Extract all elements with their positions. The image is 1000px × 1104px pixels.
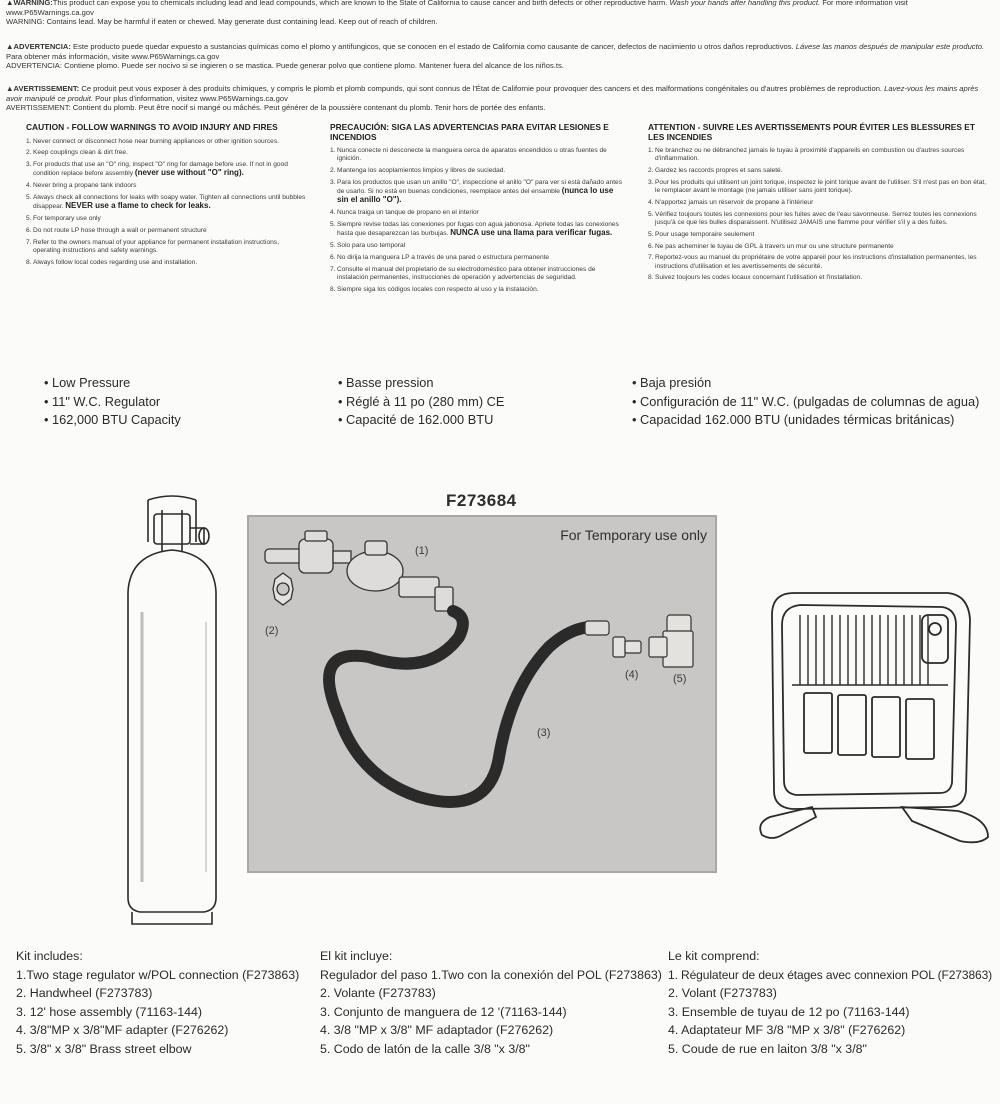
caution-item-number: 1. — [648, 147, 654, 155]
caution-item — [26, 239, 306, 255]
street-elbow-icon — [649, 615, 693, 667]
caution-item-text: Gardez les raccords propres et sans saleté. — [655, 167, 783, 175]
kit-item: 4. 3/8"MP x 3/8"MF adapter (F276262) — [16, 1023, 229, 1038]
warning-en-text: This product can expose you to chemicals including lead and lead compounds, which are known to the State of California to cause cancer and birth defects or other reproductive harm. — [52, 0, 668, 7]
caution-item-number: 3. — [330, 178, 336, 186]
warning-en-more: For more information visit www.P65Warnings.ca.gov — [6, 0, 908, 17]
kit-item: 3. 12' hose assembly (71163-144) — [16, 1004, 203, 1019]
caution-item-text: Consulte el manual del propietario de su electrodoméstico para obtener instrucciones de instalación permanentes, instrucciones de operación y advertencias de seguridad. — [337, 265, 596, 281]
caution-item-number: 1. — [26, 137, 32, 145]
caution-es — [330, 123, 622, 297]
caution-item-text: Nunca traiga un tanque de propano en el interior — [337, 209, 479, 217]
kit-item: 5. 3/8" x 3/8" Brass street elbow — [16, 1041, 192, 1056]
callout-5: (5) — [673, 673, 687, 685]
caution-item — [330, 286, 622, 294]
warning-es-italic: Lávese las manos después de manipular este producto. — [795, 42, 985, 51]
caution-item-text: Refer to the owners manual of your appliance for permanent installation instructions, operating instructions and safety warnings. — [33, 238, 279, 254]
product-code: F273684 — [446, 491, 517, 510]
caution-item-number: 8. — [648, 274, 654, 282]
adapter-icon — [613, 637, 641, 657]
caution-item — [330, 242, 622, 250]
kit-fr-title: Le kit comprend: — [668, 949, 760, 963]
caution-item-number: 8. — [26, 258, 32, 266]
callout-4: (4) — [625, 669, 639, 681]
kit-item: 2. Volant (F273783) — [668, 986, 777, 1001]
caution-item-number: 5. — [330, 241, 336, 249]
product-photo — [247, 515, 717, 873]
caution-item-text: Mantenga los acoplamientos limpios y libres de suciedad. — [337, 167, 506, 175]
warning-fr-label: AVERTISSEMENT: — [13, 84, 80, 93]
caution-fr — [648, 123, 988, 286]
warning-es-more: Para obtener más información, visite www.P65Warnings.ca.gov — [6, 51, 220, 61]
caution-item-number: 1. — [330, 147, 336, 155]
feature-item: • Capacidad 162.000 BTU (unidades térmicas británicas) — [632, 411, 979, 430]
caution-item — [26, 194, 306, 211]
feature-item: • 11" W.C. Regulator — [44, 393, 181, 412]
warning-en-line2: WARNING: Contains lead. May be harmful if eaten or chewed. May generate dust containing lead. Keep out of reach of children. — [6, 17, 438, 27]
caution-item-text: Pour les produits qui utilisent un joint torique, inspectez le joint torique avant de l'utiliser. S'il n'est pas en bon état, le remplacer avant le montage (ne jamais utiliser sans joint torique). — [655, 178, 987, 195]
hose-icon — [329, 611, 589, 802]
caution-item — [648, 274, 988, 282]
caution-item-text: Vérifiez toujours toutes les connexions pour les fuites avec de l'eau savonneuse. Serrez toutes les connexions jusqu'à ce que les bulles disparaissent. N'utilisez JAMAIS une flamme pour vérifier s'il y a des fuites. — [655, 210, 977, 226]
caution-item-number: 4. — [648, 198, 654, 206]
caution-item-number: 5. — [26, 193, 32, 201]
kit-parts-drawing — [249, 517, 715, 871]
caution-item — [330, 147, 622, 163]
feature-item: • Capacité de 162.000 BTU — [338, 411, 504, 430]
feature-item: • Basse pression — [338, 374, 504, 393]
feature-item: • Low Pressure — [44, 374, 181, 393]
warning-fr-text: Ce produit peut vous exposer à des produits chimiques, y compris le plomb et plomb compunds, qui sont connus de l'État de Californie pour provoquer des cancers et des malformations congénitales ou d'autres problèmes de reproduction. — [81, 84, 883, 93]
kit-item: 1. Régulateur de deux étages avec connexion POL (F273863) — [668, 967, 993, 982]
kit-es — [320, 947, 662, 1059]
kit-item: 1.Two stage regulator w/POL connection (F273863) — [16, 967, 300, 982]
kit-item: 5. Coude de rue en laiton 3/8 "x 3/8" — [668, 1041, 867, 1056]
caution-item-text: No dirija la manguera LP a través de una pared o estructura permanente — [337, 253, 550, 261]
caution-item-number: 8. — [330, 285, 336, 293]
caution-item-number: 5. — [26, 214, 32, 222]
caution-item-text: Never connect or disconnect hose near burning appliances or other ignition sources. — [33, 137, 279, 145]
caution-item-text: Ne branchez ou ne débranchez jamais le tuyau à proximité d'appareils en combustion ou d'autres sources d'inflammation. — [655, 147, 965, 163]
kit-item: 4. 3/8 "MP x 3/8" MF adaptador (F276262) — [320, 1023, 554, 1038]
regulator-icon — [265, 531, 453, 611]
caution-item-text: Do not route LP hose through a wall or permanent structure — [33, 226, 207, 234]
caution-item-number: 5. — [330, 220, 336, 228]
caution-item — [26, 138, 306, 146]
propane-tank-illustration — [110, 492, 240, 932]
caution-item-text: Never bring a propane tank indoors — [33, 182, 137, 190]
caution-item-emphasis: NEVER use a flame to check for leaks. — [65, 201, 211, 211]
caution-item-number: 4. — [330, 209, 336, 217]
features-en — [44, 374, 181, 430]
caution-item-number: 2. — [330, 167, 336, 175]
caution-item-text: For temporary use only — [33, 214, 101, 222]
warning-triangle-icon: ▲ — [6, 42, 14, 51]
caution-item — [648, 167, 988, 175]
caution-item — [330, 266, 622, 282]
caution-item-text: Para los productos que usan un anillo "O", inspeccione el anillo "O" para ver si está dañado antes de usarlo. Si no está en buenas condiciones, reemplace antes del ensamble — [337, 178, 623, 196]
feature-item: • Configuración de 11" W.C. (pulgadas de columnas de agua) — [632, 393, 979, 412]
caution-item — [648, 199, 988, 207]
caution-item-number: 6. — [648, 242, 654, 250]
kit-item: 2. Volante (F273783) — [320, 986, 436, 1001]
warning-es-label: ADVERTENCIA: — [13, 42, 71, 51]
caution-item-text: Ne pas acheminer le tuyau de GPL à travers un mur ou une structure permanente — [655, 242, 894, 250]
features-fr — [338, 374, 504, 430]
caution-en-heading: CAUTION - FOLLOW WARNINGS TO AVOID INJURY AND FIRES — [26, 122, 278, 132]
caution-en — [26, 123, 306, 270]
caution-item-text: Nunca conecte ni desconecte la manguera cerca de aparatos encendidos u otras fuentes de ignición. — [337, 147, 607, 163]
kit-item: Regulador del paso 1.Two con la conexión del POL (F273863) — [320, 967, 662, 982]
callout-3: (3) — [537, 727, 551, 739]
caution-item-text: Siempre revise todas las conexiones por fugas con agua jabonosa. Apriete todas las conexiones hasta que desaparezcan las burbujas. — [337, 220, 619, 238]
kit-item: 3. Ensemble de tuyau de 12 po (71163-144) — [668, 1004, 910, 1019]
caution-fr-heading: ATTENTION - SUIVRE LES AVERTISSEMENTS POUR ÉVITER LES BLESSURES ET LES INCENDIES — [648, 122, 975, 142]
kit-item: 4. Adaptateur MF 3/8 "MP x 3/8" (F276262) — [668, 1023, 906, 1038]
caution-fr-list — [648, 147, 988, 282]
caution-item — [330, 254, 622, 262]
caution-item-number: 3. — [26, 161, 32, 169]
caution-item — [648, 179, 988, 195]
caution-item — [648, 147, 988, 163]
warning-en-label: WARNING: — [13, 0, 53, 7]
caution-item — [648, 231, 988, 239]
caution-item-text: Suivez toujours les codes locaux concernant l'utilisation et l'installation. — [655, 274, 863, 282]
features-es — [632, 374, 979, 430]
caution-item-number: 2. — [26, 149, 32, 157]
caution-item-text: Reportez-vous au manuel du propriétaire de votre appareil pour les instructions d'installation permanentes, les instructions d'utilisation et les avertissements de sécurité. — [655, 254, 977, 270]
caution-item-number: 3. — [648, 178, 654, 186]
feature-item: • Baja presión — [632, 374, 979, 393]
caution-item-number: 7. — [330, 265, 336, 273]
caution-es-heading: PRECAUCIÓN: SIGA LAS ADVERTENCIAS PARA EVITAR LESIONES E INCENDIOS — [330, 122, 609, 142]
caution-item — [26, 182, 306, 190]
caution-item-text: Siempre siga los códigos locales con respecto al uso y la instalación. — [337, 285, 539, 293]
caution-item — [648, 254, 988, 270]
kit-fr — [668, 947, 998, 1059]
caution-item-emphasis: NUNCA use una llama para verificar fugas. — [450, 228, 613, 238]
photo-note: For Temporary use only — [560, 527, 707, 543]
feature-item: • 162,000 BTU Capacity — [44, 411, 181, 430]
caution-es-list — [330, 147, 622, 294]
caution-item-emphasis: (never use without "O" ring). — [134, 168, 244, 178]
caution-item-number: 6. — [330, 253, 336, 261]
caution-item — [648, 243, 988, 251]
caution-item — [648, 211, 988, 227]
caution-item-number: 6. — [26, 226, 32, 234]
caution-item — [26, 259, 306, 267]
caution-item — [330, 167, 622, 175]
caution-item-number: 4. — [26, 182, 32, 190]
kit-item: 5. Codo de latón de la calle 3/8 "x 3/8" — [320, 1041, 530, 1056]
caution-item-text: Keep couplings clean & dirt free. — [33, 149, 128, 157]
warning-es-text: Este producto puede quedar expuesto a sustancias químicas como el plomo y antifungicos, que se conocen en el estado de California como causante de cancer, defectos de nacimiento u otros daños reproductivos. — [73, 42, 794, 51]
caution-item — [26, 149, 306, 157]
caution-item-number: 5. — [648, 210, 654, 218]
caution-item — [330, 179, 622, 206]
caution-item-text: N'apportez jamais un réservoir de propane à l'intérieur — [655, 198, 814, 206]
callout-1: (1) — [415, 545, 429, 557]
caution-item-text: Always follow local codes regarding use and installation. — [33, 258, 198, 266]
warning-en — [6, 0, 996, 27]
heater-illustration — [752, 585, 1000, 855]
warning-fr-italic: Lavez-vous les mains après avoir manipulé ce produit. — [6, 84, 979, 103]
caution-item — [26, 227, 306, 235]
caution-item-text: For products that use an "O" ring, inspect "O" ring for damage before use. If not in good condition replace before assembly — [33, 161, 288, 178]
warning-fr-more: Pour plus d'information, visitez www.P65Warnings.ca.gov — [95, 93, 288, 103]
warning-fr — [6, 84, 996, 113]
warning-es-line2: ADVERTENCIA: Contiene plomo. Puede ser nocivo si se ingieren o se mastica. Puede generar polvo que contiene plomo. Mantener fuera del alcance de los niños.ts. — [6, 61, 564, 71]
warning-triangle-icon: ▲ — [6, 0, 14, 7]
kit-item: 3. Conjunto de manguera de 12 '(71163-144) — [320, 1004, 567, 1019]
kit-es-title: El kit incluye: — [320, 949, 393, 963]
kit-en-title: Kit includes: — [16, 949, 83, 963]
warning-en-italic: Wash your hands after handling this product. — [669, 0, 821, 7]
caution-item-number: 7. — [26, 238, 32, 246]
caution-item — [26, 215, 306, 223]
caution-item-text: Pour usage temporaire seulement — [655, 230, 755, 238]
caution-item-text: Always check all connections for leaks with soapy water. Tighten all connections until bubbles disappear. — [33, 193, 306, 211]
kit-item: 2. Handwheel (F273783) — [16, 986, 153, 1001]
feature-item: • Réglé à 11 po (280 mm) CE — [338, 393, 504, 412]
caution-item-number: 2. — [648, 167, 654, 175]
caution-en-list — [26, 138, 306, 267]
caution-item-text: Solo para uso temporal — [337, 241, 406, 249]
kit-en — [16, 947, 299, 1059]
callout-2: (2) — [265, 625, 279, 637]
warning-fr-line2: AVERTISSEMENT: Contient du plomb. Peut être nocif si mangé ou mâchés. Peut générer de la poussière contenant du plomb. Tenir hors de portée des enfants. — [6, 103, 546, 113]
warning-triangle-icon: ▲ — [6, 84, 14, 93]
caution-item-emphasis: (nunca lo use sin el anillo "O"). — [337, 186, 614, 205]
caution-item — [330, 221, 622, 238]
caution-item — [26, 161, 306, 178]
caution-item — [330, 209, 622, 217]
handwheel-icon — [273, 573, 293, 605]
warning-es — [6, 42, 996, 71]
caution-item-number: 5. — [648, 230, 654, 238]
caution-item-number: 7. — [648, 254, 654, 262]
